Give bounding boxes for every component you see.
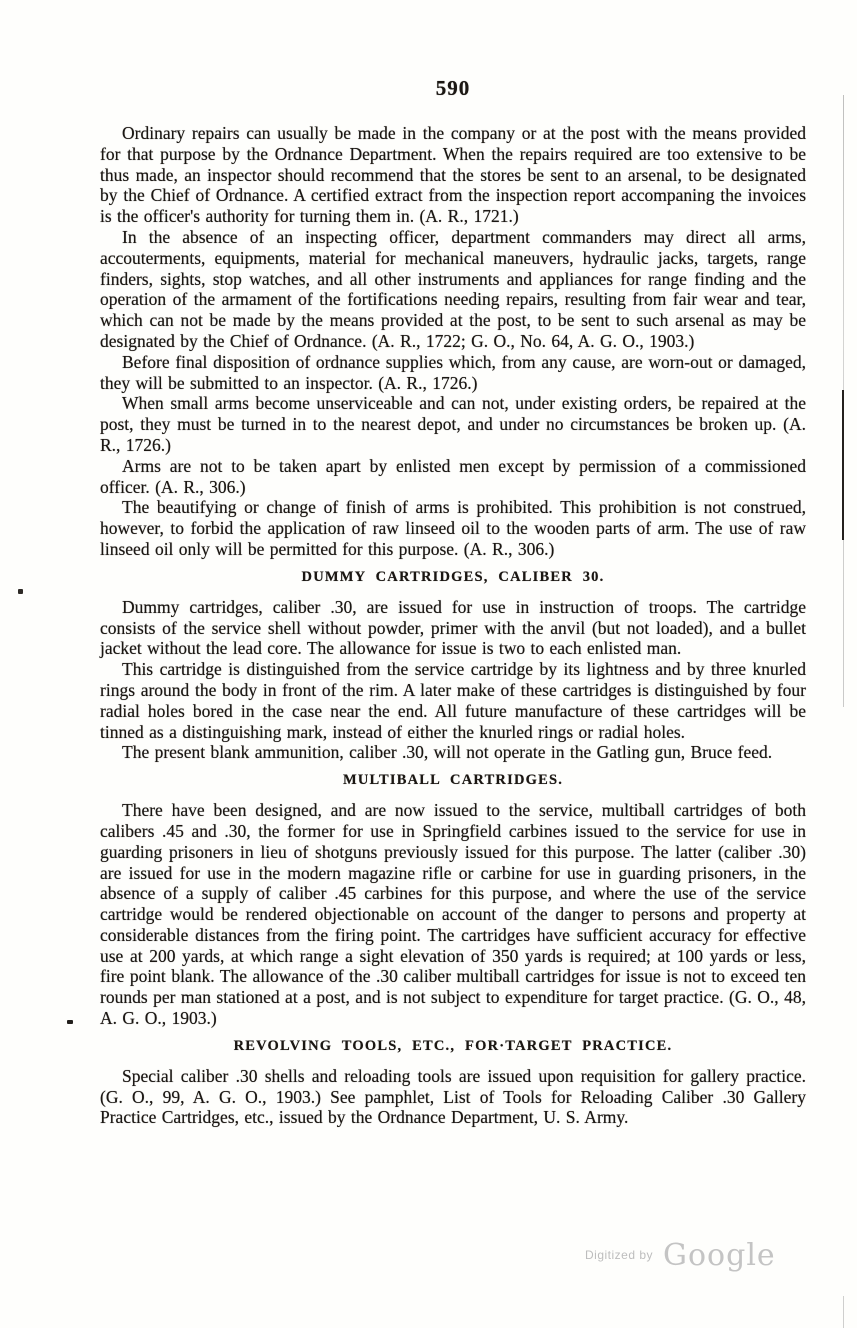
section-heading-multiball-cartridges: MULTIBALL CARTRIDGES.	[342, 772, 564, 789]
paragraph-final-disposition: Before final disposition of ordnance supplies which, from any cause, are worn-out or damaged, they will be submitted to an inspector. (A. R., 1726.)	[100, 351, 806, 393]
paragraph-blank-ammunition-gatling: The present blank ammunition, caliber .30, will not operate in the Gatling gun, Bruce feed.	[122, 742, 773, 763]
digitized-by-google-watermark	[585, 1238, 776, 1273]
paragraph-special-shells-reloading: Special caliber .30 shells and reloading tools are issued upon requisition for gallery practice. (G. O., 99, A. G. O., 1903.) See pamphlet, List of Tools for Reloading Caliber .30 Gallery Practice Cartridges, etc., issued by the Ordnance Department, U. S. Army.	[100, 1065, 806, 1128]
section-heading-dummy-cartridges: DUMMY CARTRIDGES, CALIBER 30.	[301, 568, 605, 585]
scan-artifact-speck	[18, 589, 23, 594]
scan-artifact-dark-edge-segment	[842, 390, 844, 540]
section-heading-revolving-tools: REVOLVING TOOLS, ETC., FOR·TARGET PRACTICE.	[233, 1037, 673, 1054]
paragraph-cartridge-distinguished: This cartridge is distinguished from the service cartridge by its lightness and by three knurled rings around the body in front of the rim. A later make of these cartridges is distinguished by four radial holes bored in the case near the end. All future manufacture of these cartridges will be tinned as a distinguishing mark, instead of either the knurled rings or radial holes.	[100, 659, 806, 742]
paragraph-small-arms-unserviceable: When small arms become unserviceable and can not, under existing orders, be repaired at the post, they must be turned in to the nearest depot, and under no circumstances be broken up. (A. R., 1726.)	[100, 393, 806, 455]
paragraph-beautifying-finish: The beautifying or change of finish of arms is prohibited. This prohibition is not construed, however, to forbid the application of raw linseed oil to the wooden parts of arm. The use of raw linseed oil only will be permitted for this purpose. (A. R., 306.)	[100, 497, 806, 559]
page-text-block	[100, 123, 806, 1128]
paragraph-ordinary-repairs: Ordinary repairs can usually be made in the company or at the post with the means provided for that purpose by the Ordnance Department. When the repairs required are too extensive to be thus made, an inspector should recommend that the stores be sent to an arsenal, to be designated by the Chief of Ordnance. A certified extract from the inspection report accompaning the invoices is the officer's authority for turning them in. (A. R., 1721.)	[100, 123, 806, 227]
paragraph-absence-inspecting-officer: In the absence of an inspecting officer, department commanders may direct all arms, accouterments, equipments, material for mechanical maneuvers, hydraulic jacks, targets, range finders, sights, stop watches, and all other instruments and appliances for range finding and the operation of the armament of the fortifications needing repairs, resulting from fair wear and tear, which can not be made by the means provided at the post, to be sent to such arsenal as may be designated by the Chief of Ordnance. (A. R., 1722; G. O., No. 64, A. G. O., 1903.)	[100, 226, 806, 351]
watermark-prefix-text: Digitized by	[585, 1248, 654, 1262]
paragraph-dummy-cartridges-issued: Dummy cartridges, caliber .30, are issued for use in instruction of troops. The cartridge consists of the service shell without powder, primer with the anvil (but not loaded), and a bullet jacket without the lead core. The allowance for issue is two to each enlisted man.	[100, 596, 806, 659]
scan-artifact-speck	[67, 1020, 73, 1024]
google-logo: Google	[663, 1238, 776, 1273]
paragraph-arms-not-taken-apart: Arms are not to be taken apart by enlisted men except by permission of a commissioned officer. (A. R., 306.)	[100, 455, 806, 497]
page-number: 590	[435, 76, 471, 100]
scan-artifact-bottom-edge-line	[843, 1296, 844, 1328]
paragraph-multiball-designed: There have been designed, and are now issued to the service, multiball cartridges of both calibers .45 and .30, the former for use in Springfield carbines issued to the service for use in guarding prisoners in lieu of shotguns previously issued for this purpose. The latter (caliber .30) are issued for use in the modern magazine rifle or carbine for use in guarding prisoners, in the absence of a supply of caliber .45 carbines for this purpose, and where the use of the service cartridge would be rendered objectionable on account of the danger to persons and property at considerable distances from the firing point. The cartridges have sufficient accuracy for effective use at 200 yards, at which range a sight elevation of 350 yards is required; at 100 yards or less, fire point blank. The allowance of the .30 caliber multiball cartridges for issue is not to exceed ten rounds per man stationed at a post, and is not subject to expenditure for target practice. (G. O., 48, A. G. O., 1903.)	[100, 800, 806, 1029]
